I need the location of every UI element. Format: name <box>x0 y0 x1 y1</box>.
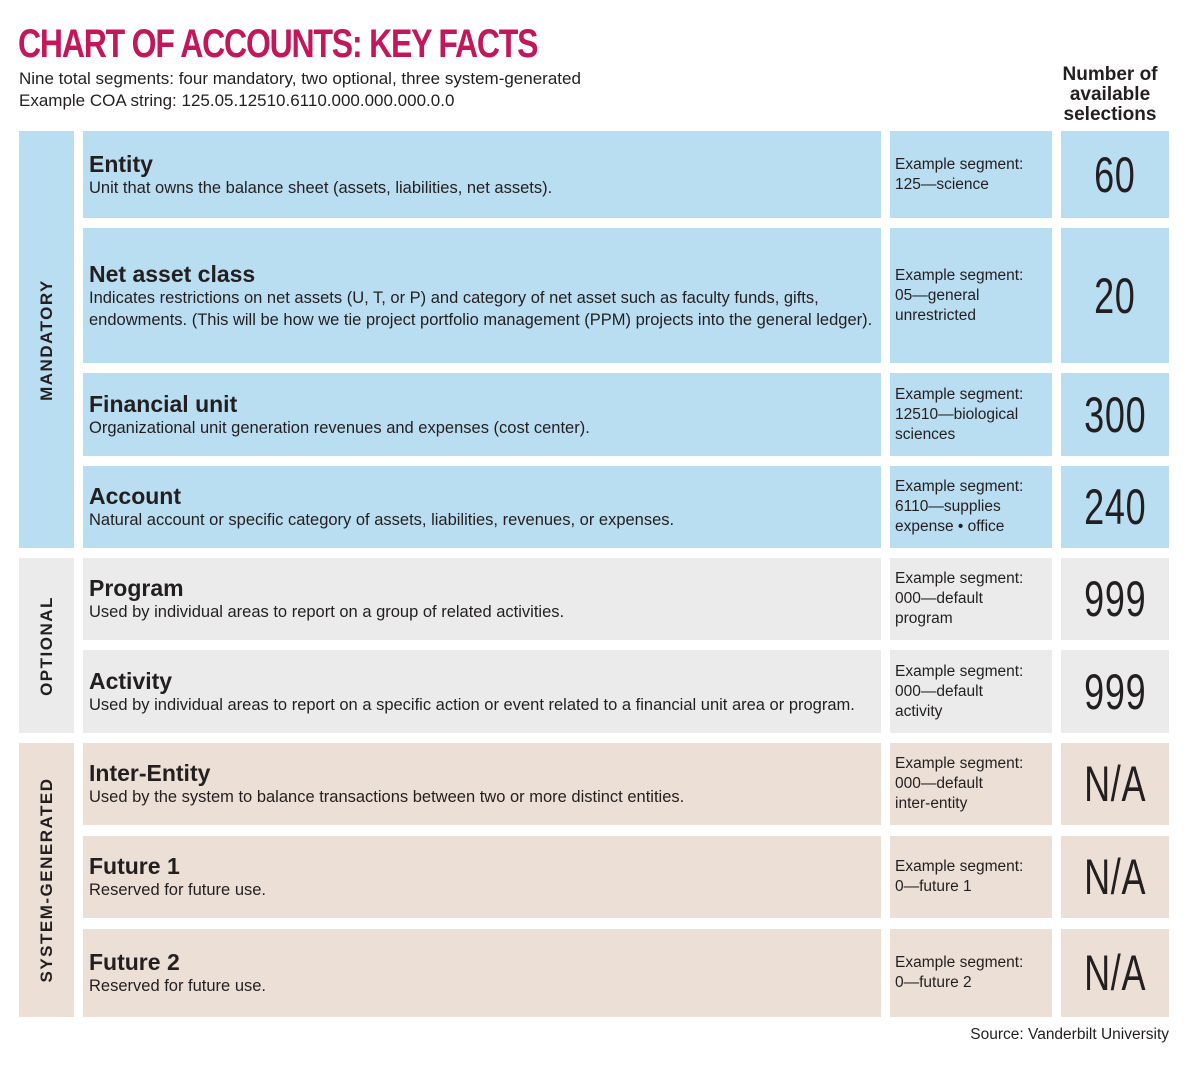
available-selections-cell <box>1061 929 1169 1017</box>
segment-title: Net asset class <box>89 260 256 287</box>
available-selections-cell <box>1061 650 1169 733</box>
available-selections-cell <box>1061 131 1169 218</box>
segment-title: Inter-Entity <box>89 760 211 786</box>
group-band-mandatory <box>19 131 74 548</box>
segment-description: Organizational unit generation revenues and expenses (cost center). <box>89 418 590 437</box>
example-segment-line: Example segment: <box>895 570 1024 587</box>
example-segment-line: activity <box>895 702 943 720</box>
segment-description-cell <box>83 466 881 548</box>
example-segment-line: 000—default <box>895 682 983 700</box>
available-selections-count: 240 <box>1083 479 1147 535</box>
example-segment-line: Example segment: <box>895 662 1024 680</box>
segment-summary: Nine total segments: four mandatory, two optional, three system-generated <box>19 69 581 88</box>
segment-description: Reserved for future use. <box>89 881 267 899</box>
available-selections-cell <box>1061 228 1169 363</box>
segment-description-cell <box>83 373 881 456</box>
example-segment-cell <box>890 131 1052 218</box>
available-selections-cell <box>1061 466 1169 548</box>
segment-title: Financial unit <box>89 390 238 417</box>
segment-description: Used by the system to balance transactions between two or more distinct entities. <box>89 788 685 806</box>
column-heading-available-selections: Number of available selections <box>1062 64 1158 125</box>
available-selections-cell <box>1061 743 1169 825</box>
group-label: OPTIONAL <box>36 595 56 696</box>
example-segment-line: 000—default <box>895 775 983 792</box>
available-selections-count: 999 <box>1083 663 1147 720</box>
example-segment-line: expense • office <box>895 518 1005 535</box>
segment-description: Unit that owns the balance sheet (assets, liabilities, net assets). <box>89 178 553 197</box>
example-segment-line: sciences <box>895 425 956 443</box>
example-segment-line: Example segment: <box>895 858 1024 875</box>
segment-title: Account <box>89 483 181 509</box>
example-segment-line: Example segment: <box>895 385 1024 403</box>
source-note: Source: Vanderbilt University <box>970 1026 1169 1043</box>
available-selections-cell <box>1061 373 1169 456</box>
available-selections-count: 60 <box>1094 146 1136 203</box>
example-segment-cell <box>890 228 1052 363</box>
segment-description-cell <box>83 131 881 218</box>
page-title: CHART OF ACCOUNTS: KEY FACTS <box>18 22 538 66</box>
available-selections-count: 20 <box>1094 267 1136 324</box>
example-segment-line: program <box>895 610 953 627</box>
group-label: SYSTEM-GENERATED <box>36 777 56 983</box>
segment-description: Reserved for future use. <box>89 977 267 995</box>
segment-description-cell <box>83 228 881 363</box>
segment-title: Future 2 <box>89 949 180 975</box>
segment-title: Entity <box>89 150 153 177</box>
example-segment-line: 6110—supplies <box>895 498 1001 515</box>
available-selections-count: 999 <box>1083 571 1147 627</box>
example-segment-cell <box>890 836 1052 918</box>
example-segment-cell <box>890 743 1052 825</box>
example-segment-cell <box>890 929 1052 1017</box>
segment-description-cell <box>83 836 881 918</box>
example-segment-line: Example segment: <box>895 478 1024 495</box>
example-coa-string: Example COA string: 125.05.12510.6110.000.000.000.0.0 <box>19 91 455 110</box>
example-segment-line: 12510—biological <box>895 405 1019 423</box>
example-segment-line: Example segment: <box>895 155 1024 173</box>
example-segment-line: Example segment: <box>895 755 1024 772</box>
available-selections-count: N/A <box>1083 849 1147 905</box>
example-segment-line: 125—science <box>895 175 989 193</box>
example-segment-line: 0—future 1 <box>895 878 972 895</box>
example-segment-line: 000—default <box>895 590 983 607</box>
example-segment-line: 0—future 2 <box>895 974 972 991</box>
segment-title: Future 1 <box>89 853 180 879</box>
segment-description-cell <box>83 929 881 1017</box>
example-segment-cell <box>890 373 1052 456</box>
available-selections-cell <box>1061 836 1169 918</box>
group-label: MANDATORY <box>36 278 56 401</box>
segment-description-cell <box>83 743 881 825</box>
available-selections-cell <box>1061 558 1169 640</box>
example-segment-cell <box>890 650 1052 733</box>
example-segment-line: Example segment: <box>895 266 1024 284</box>
example-segment-line: unrestricted <box>895 306 976 324</box>
group-band-system-generated <box>19 743 74 1017</box>
segment-description: Used by individual areas to report on a specific action or event related to a financial unit area or program. <box>89 695 855 714</box>
segment-description: Used by individual areas to report on a group of related activities. <box>89 603 565 621</box>
segment-description: Indicates restrictions on net assets (U, T, or P) and category of net asset such as faculty funds, gifts, endowments. (This will be how we tie project portfolio management (PPM) projects into the general ledger). <box>89 288 873 329</box>
example-segment-cell <box>890 466 1052 548</box>
example-segment-line: 05—general <box>895 286 980 304</box>
segment-title: Activity <box>89 667 173 694</box>
example-segment-line: inter-entity <box>895 795 968 812</box>
segment-description-cell <box>83 650 881 733</box>
segment-description: Natural account or specific category of assets, liabilities, revenues, or expenses. <box>89 511 675 529</box>
example-segment-cell <box>890 558 1052 640</box>
segment-description-cell <box>83 558 881 640</box>
segment-title: Program <box>89 575 184 601</box>
example-segment-line: Example segment: <box>895 954 1024 971</box>
available-selections-count: 300 <box>1083 386 1147 443</box>
group-band-optional <box>19 558 74 733</box>
available-selections-count: N/A <box>1083 756 1147 812</box>
available-selections-count: N/A <box>1083 945 1147 1001</box>
